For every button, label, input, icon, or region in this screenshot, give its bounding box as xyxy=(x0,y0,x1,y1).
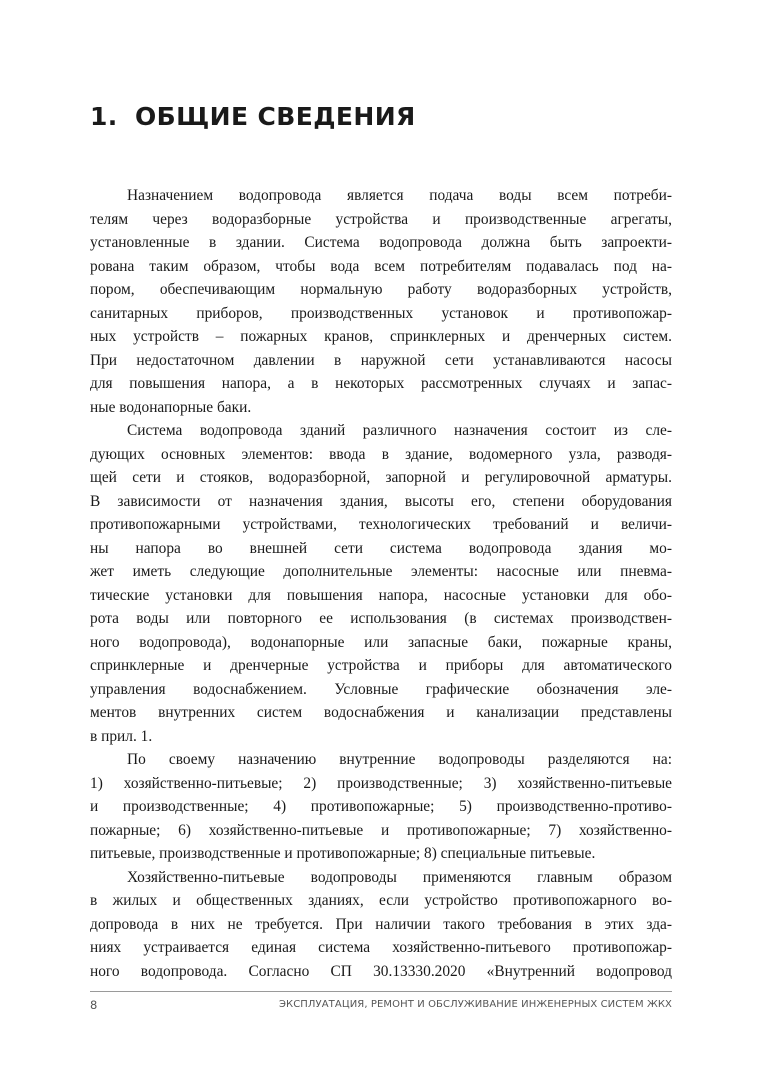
text-line: и производственные; 4) противопожарные; 5) производственно-противо- xyxy=(90,798,672,815)
text-line: для повышения напора, а в некоторых рассмотренных случаях и запас- xyxy=(90,375,672,392)
text-line: жет иметь следующие дополнительные элементы: насосные или пневма- xyxy=(90,563,672,580)
text-line: щей сети и стояков, водоразборной, запорной и регулировочной арматуры. xyxy=(90,469,672,486)
footer-divider xyxy=(90,991,672,992)
text-line: ных устройств – пожарных кранов, спринклерных и дренчерных систем. xyxy=(90,328,672,345)
text-line: ные водонапорные баки. xyxy=(90,398,252,416)
text-line: допровода в них не требуется. При наличии такого требования в этих зда- xyxy=(90,915,672,933)
text-line: питьевые, производственные и противопожарные; 8) специальные питьевые. xyxy=(90,845,596,862)
running-title: ЭКСПЛУАТАЦИЯ, РЕМОНТ И ОБСЛУЖИВАНИЕ ИНЖЕНЕРНЫХ СИСТЕМ ЖКХ xyxy=(278,999,672,1010)
section-title: ОБЩИЕ СВЕДЕНИЯ xyxy=(135,102,416,131)
text-line: пожарные; 6) хозяйственно-питьевые и противопожарные; 7) хозяйственно- xyxy=(90,821,672,839)
text-line: ниях устраивается единая система хозяйственно-питьевого противопожар- xyxy=(90,939,672,956)
text-line: ментов внутренних систем водоснабжения и канализации представлены xyxy=(90,704,672,721)
text-line: в жилых и общественных зданиях, если устройство противопожарного во- xyxy=(90,892,672,909)
text-line: Назначением водопровода является подача воды всем потреби- xyxy=(127,187,672,204)
text-line: спринклерные и дренчерные устройства и приборы для автоматического xyxy=(90,657,672,674)
paragraph-1 xyxy=(90,184,672,419)
body-text xyxy=(90,184,672,983)
text-line: санитарных приборов, производственных установок и противопожар- xyxy=(90,304,672,322)
text-line: рота воды или повторного ее использования (в системах производствен- xyxy=(90,610,672,627)
paragraph-4 xyxy=(90,866,672,984)
text-line: пором, обеспечивающим нормальную работу водоразборных устройств, xyxy=(90,281,672,298)
text-line: Хозяйственно-питьевые водопроводы применяются главным образом xyxy=(127,868,672,886)
text-line: ного водопровода), водонапорные или запасные баки, пожарные краны, xyxy=(90,633,672,651)
section-number: 1. xyxy=(90,102,118,131)
paragraph-2 xyxy=(90,419,672,748)
text-line: дующих основных элементов: ввода в здание, водомерного узла, разводя- xyxy=(90,445,672,463)
text-line: Система водопровода зданий различного назначения состоит из сле- xyxy=(127,422,672,439)
text-line: противопожарными устройствами, технологических требований и величи- xyxy=(90,516,672,533)
paragraph-3 xyxy=(90,748,672,866)
text-line: тические установки для повышения напора, насосные установки для обо- xyxy=(90,586,672,604)
section-heading xyxy=(90,102,416,131)
page-number: 8 xyxy=(90,998,98,1012)
text-line: управления водоснабжением. Условные графические обозначения эле- xyxy=(90,680,672,698)
text-line: телям через водоразборные устройства и производственные агрегаты, xyxy=(90,210,672,228)
text-line: При недостаточном давлении в наружной сети устанавливаются насосы xyxy=(90,351,672,369)
text-line: В зависимости от назначения здания, высоты его, степени оборудования xyxy=(90,492,672,510)
text-line: в прил. 1. xyxy=(90,727,153,745)
text-line: ны напора во внешней сети система водопровода здания мо- xyxy=(90,539,672,557)
text-line: установленные в здании. Система водопровода должна быть запроекти- xyxy=(90,234,672,251)
text-line: По своему назначению внутренние водопроводы разделяются на: xyxy=(127,751,672,768)
text-line: 1) хозяйственно-питьевые; 2) производственные; 3) хозяйственно-питьевые xyxy=(90,774,672,792)
text-line: рована таким образом, чтобы вода всем потребителям подавалась под на- xyxy=(90,257,672,275)
text-line: ного водопровода. Согласно СП 30.13330.2020 «Внутренний водопровод xyxy=(90,962,672,980)
